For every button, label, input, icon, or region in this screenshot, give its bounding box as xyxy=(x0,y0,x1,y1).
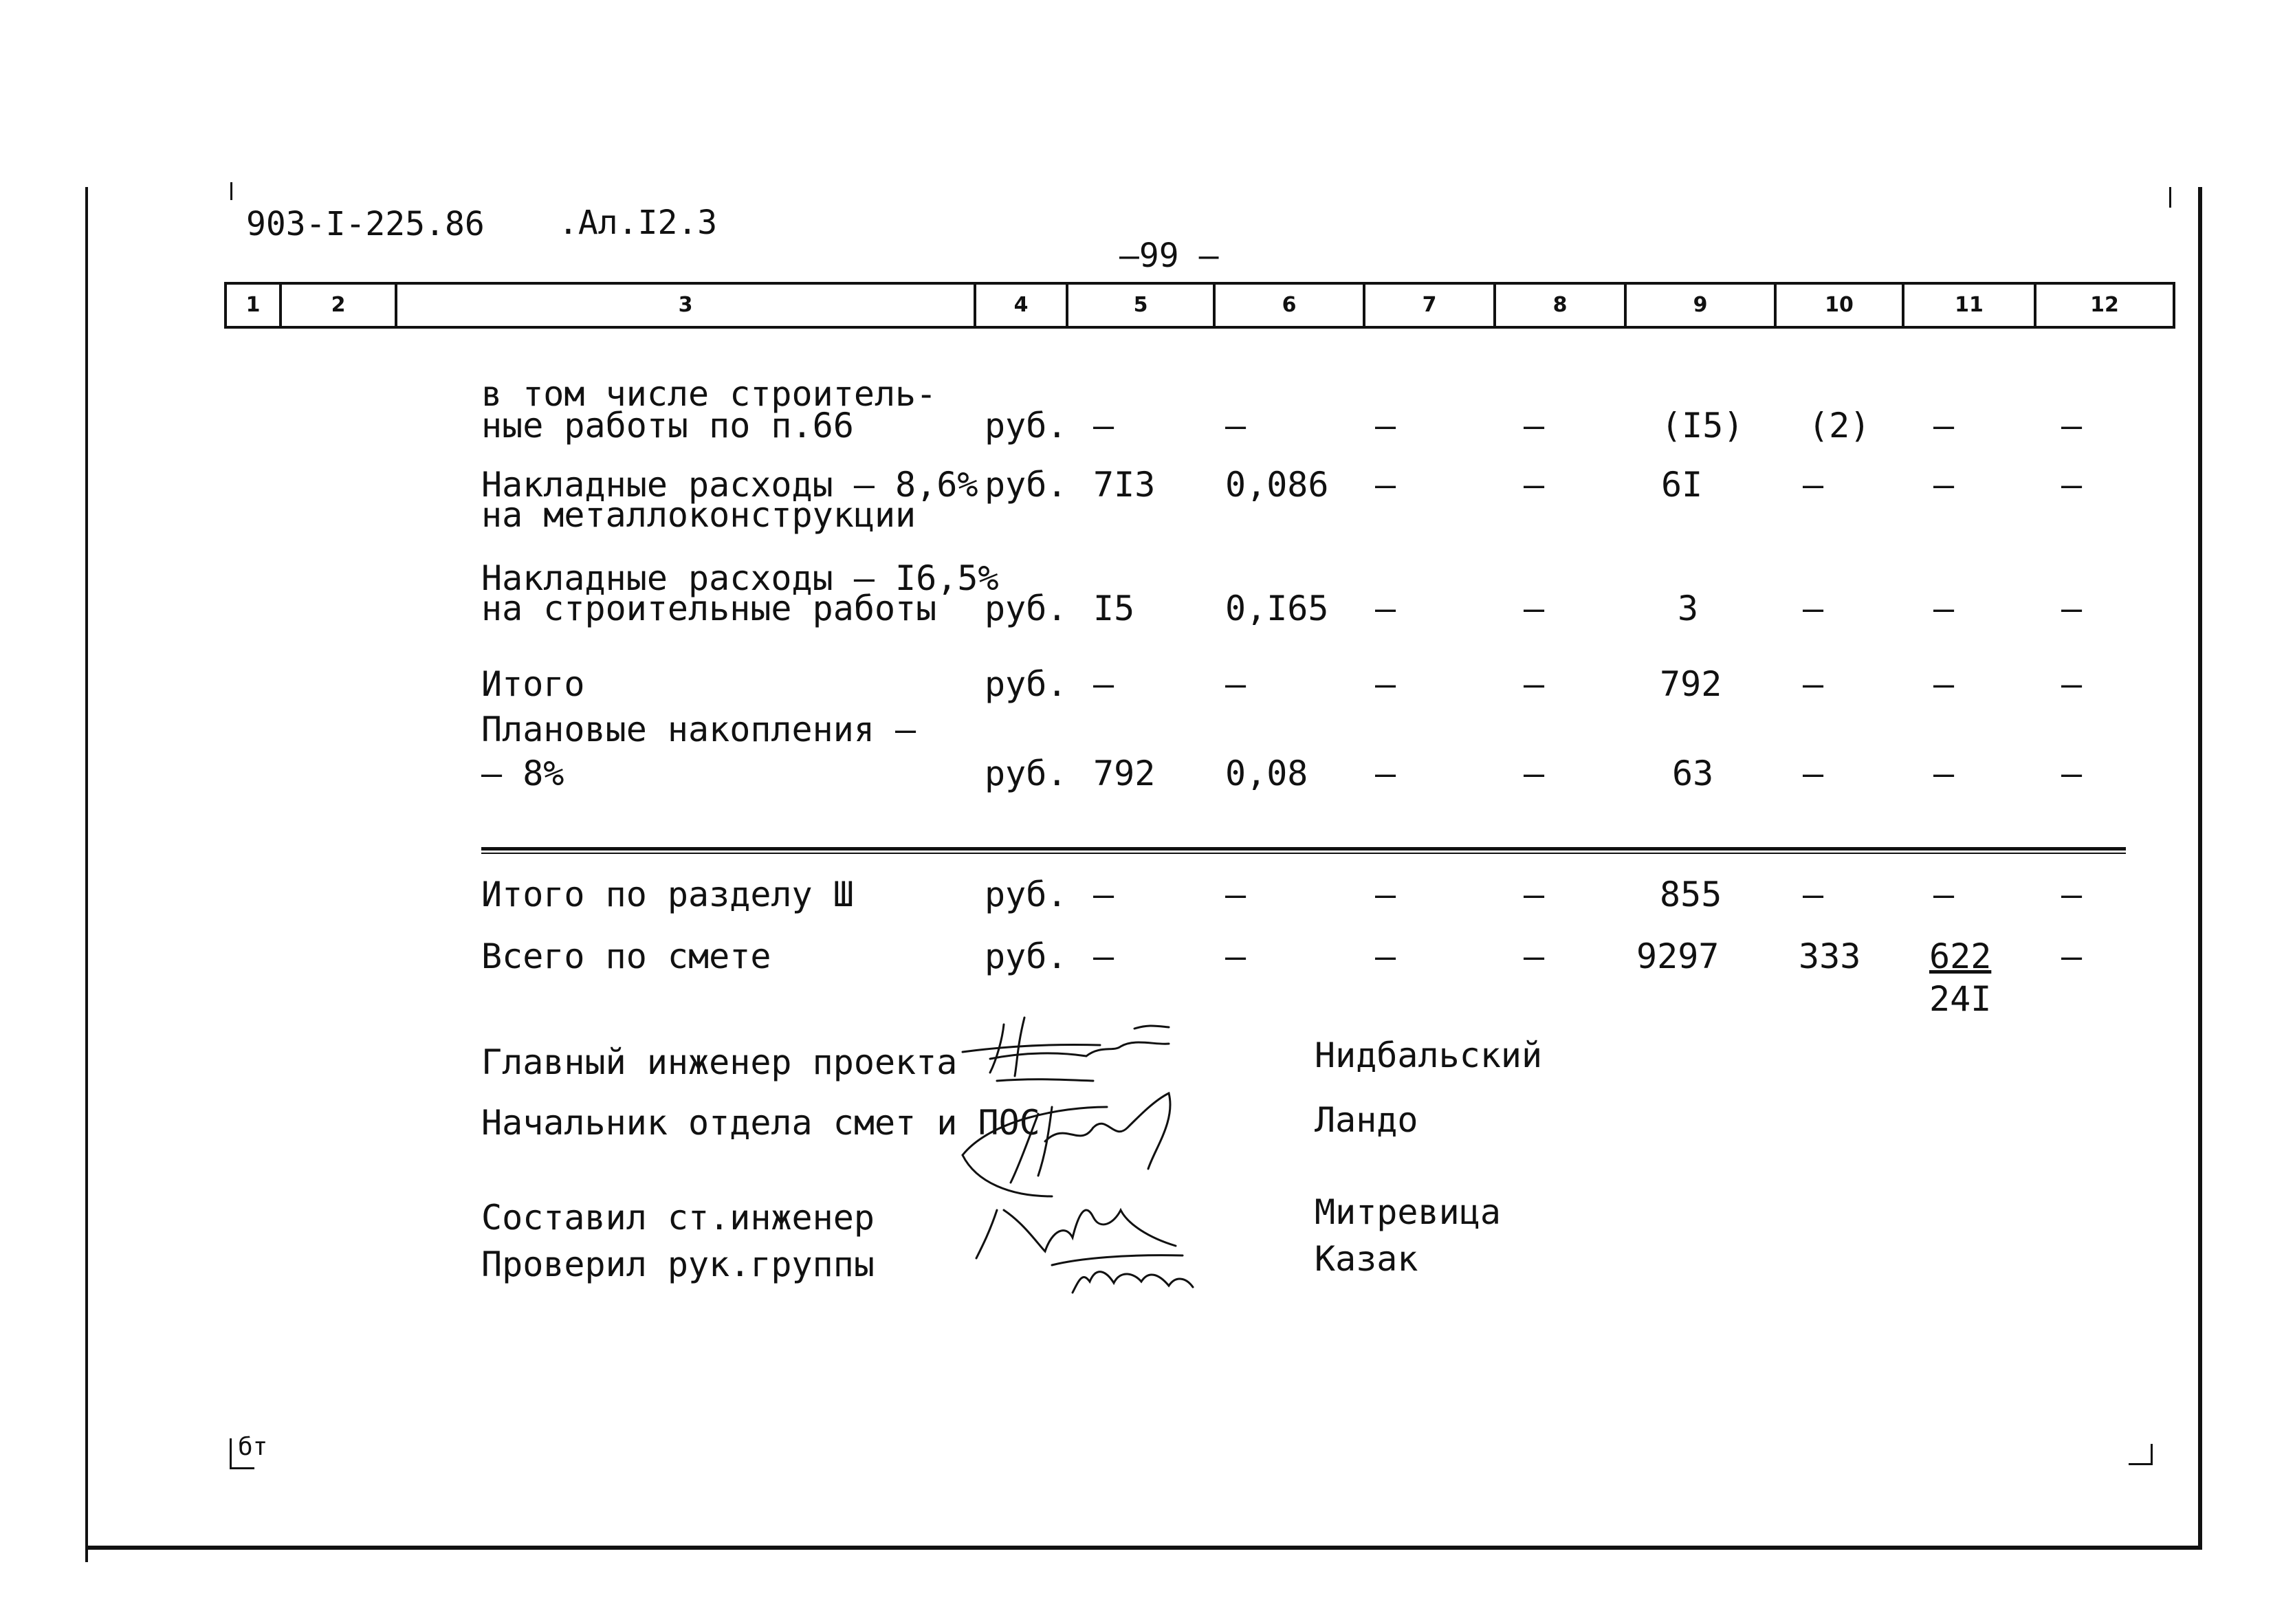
row6-unit: руб. xyxy=(985,875,1068,914)
row2-c7: – xyxy=(1375,465,1396,505)
row5-desc-line2: – 8% xyxy=(481,754,564,793)
col-header-7: 7 xyxy=(1365,285,1496,326)
row6-c10: – xyxy=(1803,875,1824,914)
corner-bottom-left-mark: бт xyxy=(238,1433,268,1461)
row6-c6: – xyxy=(1225,875,1247,914)
row3-c6: 0,I65 xyxy=(1225,589,1329,628)
row6-c7: – xyxy=(1375,875,1396,914)
row3-c10: – xyxy=(1803,589,1824,628)
row6-c8: – xyxy=(1524,875,1545,914)
row4-c9: 792 xyxy=(1660,664,1722,704)
row5-c9: 63 xyxy=(1672,754,1714,793)
row4-c10: – xyxy=(1803,664,1824,704)
row5-c8: – xyxy=(1524,754,1545,793)
signature-role-checker: Проверил рук.группы xyxy=(481,1244,875,1284)
row1-c6: – xyxy=(1225,406,1247,446)
signature-name-chief-engineer: Нидбальский xyxy=(1315,1035,1543,1075)
tick-top-right xyxy=(2169,187,2171,208)
row5-c7: – xyxy=(1375,754,1396,793)
row7-c7: – xyxy=(1375,936,1396,976)
row6-c5: – xyxy=(1093,875,1114,914)
col-header-12: 12 xyxy=(2090,293,2119,317)
signature-role-estimates-head: Начальник отдела смет и ПОС xyxy=(481,1103,1040,1143)
signature-role-compiler: Составил ст.инженер xyxy=(481,1198,875,1238)
row2-c6: 0,086 xyxy=(1225,465,1329,505)
col-header-8: 8 xyxy=(1496,285,1627,326)
row7-c11-second: 24I xyxy=(1929,979,1992,1019)
row6-c9: 855 xyxy=(1660,875,1722,914)
row1-unit: руб. xyxy=(985,406,1068,446)
row5-c10: – xyxy=(1803,754,1824,793)
row2-c5: 7I3 xyxy=(1093,465,1156,505)
row3-unit: руб. xyxy=(985,589,1068,628)
section-divider xyxy=(481,847,2126,851)
row4-c11: – xyxy=(1933,664,1955,704)
row5-c11: – xyxy=(1933,754,1955,793)
handwritten-signatures xyxy=(949,1004,1265,1306)
row5-desc-line1: Плановые накопления – xyxy=(481,710,916,749)
doc-code: 903-I-225.86 xyxy=(246,205,485,243)
section-divider-thin xyxy=(481,853,2126,854)
signature-name-compiler: Митревица xyxy=(1315,1192,1501,1232)
row5-c5: 792 xyxy=(1093,754,1156,793)
signature-name-checker: Казак xyxy=(1315,1239,1418,1279)
row3-c7: – xyxy=(1375,589,1396,628)
row4-c5: – xyxy=(1093,664,1114,704)
corner-bottom-right-v xyxy=(2151,1444,2153,1464)
row2-desc-line1: Накладные расходы – 8,6% xyxy=(481,465,978,505)
col-header-5: 5 xyxy=(1068,285,1216,326)
row7-c8: – xyxy=(1524,936,1545,976)
row4-c12: – xyxy=(2061,664,2083,704)
row6-desc: Итого по разделу Ш xyxy=(481,875,854,914)
corner-bottom-right-h xyxy=(2129,1463,2153,1465)
col-header-2: 2 xyxy=(282,285,397,326)
row1-c9: (I5) xyxy=(1661,406,1744,446)
row1-c5: – xyxy=(1093,406,1114,446)
row1-c10: (2) xyxy=(1808,406,1871,446)
row1-desc-line1: в том числе строитель- xyxy=(481,374,937,414)
row4-c6: – xyxy=(1225,664,1247,704)
row5-c12: – xyxy=(2061,754,2083,793)
row5-c6: 0,08 xyxy=(1225,754,1308,793)
row1-c12: – xyxy=(2061,406,2083,446)
row6-c12: – xyxy=(2061,875,2083,914)
row2-c8: – xyxy=(1524,465,1545,505)
corner-bottom-left-v xyxy=(230,1438,232,1469)
row7-c9: 9297 xyxy=(1636,936,1720,976)
row3-c8: – xyxy=(1524,589,1545,628)
frame-left xyxy=(85,187,88,1562)
col-header-4: 4 xyxy=(976,285,1068,326)
sheet-ref: .Ал.I2.3 xyxy=(558,204,718,242)
row7-c5: – xyxy=(1093,936,1114,976)
row3-desc-line1: Накладные расходы – I6,5% xyxy=(481,558,999,598)
col-header-6: 6 xyxy=(1216,285,1365,326)
row3-c9: 3 xyxy=(1678,589,1699,628)
row7-unit: руб. xyxy=(985,936,1068,976)
row1-desc-line2: ные работы по п.66 xyxy=(481,406,854,446)
row2-c12: – xyxy=(2061,465,2083,505)
col-header-10: 10 xyxy=(1777,285,1904,326)
row2-unit: руб. xyxy=(985,465,1068,505)
row7-c11: 622 xyxy=(1929,936,1992,976)
row2-c11: – xyxy=(1933,465,1955,505)
row4-desc: Итого xyxy=(481,664,585,704)
row6-c11: – xyxy=(1933,875,1955,914)
row3-desc-line2: на строительные работы xyxy=(481,589,937,628)
page-number: —99 — xyxy=(1119,237,1219,275)
tick-top-left xyxy=(230,182,232,200)
row3-c11: – xyxy=(1933,589,1955,628)
col-header-11: 11 xyxy=(1904,285,2036,326)
col-header-1: 1 xyxy=(227,285,282,326)
signature-name-estimates-head: Ландо xyxy=(1315,1100,1418,1140)
row4-c7: – xyxy=(1375,664,1396,704)
row2-c10: – xyxy=(1803,465,1824,505)
row2-desc-line2: на металлоконструкции xyxy=(481,495,916,535)
row4-c8: – xyxy=(1524,664,1545,704)
row7-desc: Всего по смете xyxy=(481,936,771,976)
row7-c12: – xyxy=(2061,936,2083,976)
row1-c7: – xyxy=(1375,406,1396,446)
frame-bottom xyxy=(85,1546,2202,1550)
col-header-9: 9 xyxy=(1627,285,1777,326)
row3-c5: I5 xyxy=(1093,589,1135,628)
signature-role-chief-engineer: Главный инженер проекта xyxy=(481,1042,958,1082)
row2-c9: 6I xyxy=(1661,465,1703,505)
row7-c10: 333 xyxy=(1799,936,1861,976)
col-header-3: 3 xyxy=(397,285,976,326)
row5-unit: руб. xyxy=(985,754,1068,793)
corner-bottom-left-h xyxy=(230,1467,254,1469)
row1-c8: – xyxy=(1524,406,1545,446)
frame-right xyxy=(2198,187,2202,1548)
row3-c12: – xyxy=(2061,589,2083,628)
row4-unit: руб. xyxy=(985,664,1068,704)
row7-c6: – xyxy=(1225,936,1247,976)
row1-c11: – xyxy=(1933,406,1955,446)
